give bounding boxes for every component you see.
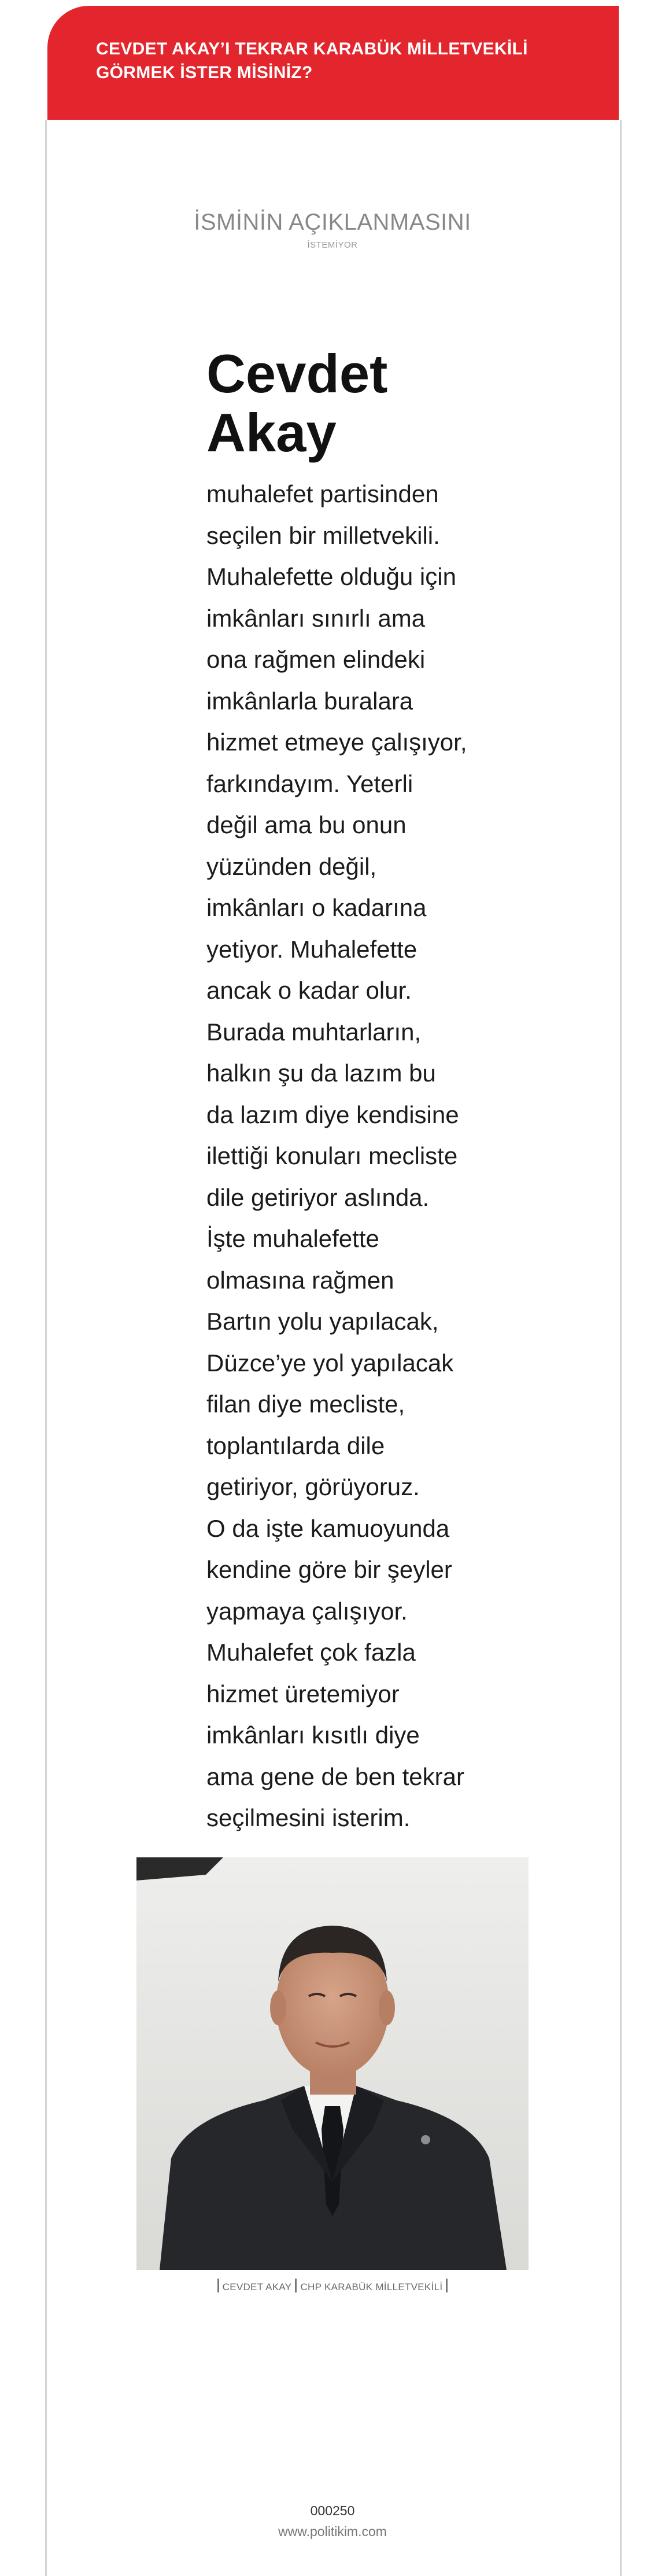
- site-url: www.politikim.com: [278, 2524, 387, 2539]
- quote-line: muhalefet partisinden: [206, 480, 439, 507]
- quote-line: Bartın yolu yapılacak,: [206, 1308, 439, 1335]
- quote-line: imkânlarla buralara: [206, 687, 413, 715]
- quote-line: değil ama bu onun: [206, 811, 407, 838]
- photo-caption: [0, 2279, 665, 2293]
- respondent-subtitle: İSTEMİYOR: [307, 240, 358, 250]
- quote-line: yapmaya çalışıyor.: [206, 1597, 408, 1625]
- quote-line: ama gene de ben tekrar: [206, 1762, 464, 1790]
- quote-line: ancak o kadar olur.: [206, 977, 412, 1004]
- quote-line: kendine göre bir şeyler: [206, 1556, 452, 1583]
- caption-divider: [446, 2279, 448, 2292]
- caption-divider: [295, 2279, 297, 2292]
- quote-line: imkânları o kadarına: [206, 894, 427, 921]
- quote-line: olmasına rağmen: [206, 1266, 394, 1294]
- quote-line: Muhalefette olduğu için: [206, 563, 456, 590]
- quote-line: yüzünden değil,: [206, 852, 377, 880]
- page-border-left: [45, 120, 47, 2576]
- quote-line: ona rağmen elindeki: [206, 646, 426, 673]
- caption-role: CHP KARABÜK MİLLETVEKİLİ: [300, 2281, 443, 2292]
- caption-divider: [217, 2279, 219, 2292]
- caption-name: CEVDET AKAY: [222, 2281, 292, 2292]
- page-number: 000250: [310, 2503, 355, 2518]
- quote-line: halkın şu da lazım bu: [206, 1059, 436, 1087]
- page-border-right: [620, 120, 622, 2576]
- quote-line: dile getiriyor aslında.: [206, 1183, 430, 1211]
- quote-line: yetiyor. Muhalefette: [206, 935, 418, 963]
- quote-line: O da işte kamuoyunda: [206, 1514, 450, 1542]
- quote-line: Düzce’ye yol yapılacak: [206, 1349, 454, 1377]
- respondent-title: İSMİNİN AÇIKLANMASINI: [194, 209, 471, 235]
- quote-line: farkındayım. Yeterli: [206, 770, 413, 797]
- quote-line: hizmet üretemiyor: [206, 1680, 400, 1707]
- quote-line: toplantılarda dile: [206, 1431, 385, 1459]
- quote-line: seçilen bir milletvekili.: [206, 521, 440, 549]
- quote-line: getiriyor, görüyoruz.: [206, 1473, 420, 1500]
- header-banner: [47, 6, 619, 120]
- quote-line: Muhalefet çok fazla: [206, 1639, 416, 1666]
- politician-photo: [136, 1857, 529, 2270]
- quote-text: [206, 473, 490, 1839]
- quote-line: imkânları sınırlı ama: [206, 604, 426, 632]
- politician-name: Cevdet Akay: [206, 343, 388, 463]
- quote-line: hizmet etmeye çalışıyor,: [206, 728, 467, 756]
- header-title: CEVDET AKAY’I TEKRAR KARABÜK MİLLETVEKİLİ GÖRMEK İSTER MİSİNİZ?: [96, 39, 528, 82]
- quote-line: Burada muhtarların,: [206, 1018, 422, 1046]
- quote-line: ilettiği konuları mecliste: [206, 1142, 458, 1169]
- quote-line: da lazım diye kendisine: [206, 1101, 459, 1128]
- quote-line: filan diye mecliste,: [206, 1390, 405, 1418]
- quote-line: seçilmesini isterim.: [206, 1804, 411, 1831]
- quote-line: İşte muhalefette: [206, 1225, 379, 1252]
- quote-line: imkânları kısıtlı diye: [206, 1721, 420, 1749]
